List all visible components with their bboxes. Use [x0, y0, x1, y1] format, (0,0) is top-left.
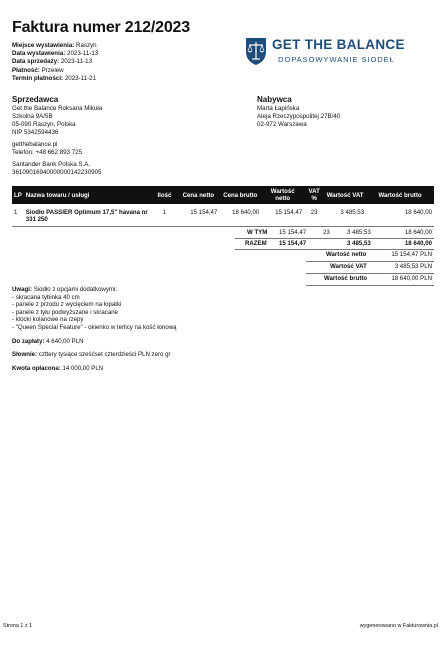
uwagi-item: - panele z tyłu podwyższane i skracane	[12, 308, 119, 316]
summary-gross-row	[12, 275, 434, 285]
summary-divider-1	[306, 261, 434, 262]
row-gross-price: 18 640,00	[232, 209, 260, 216]
row-net-price: 15 154,47	[190, 209, 218, 216]
row-lp: 1	[14, 209, 18, 216]
col-lp: LP	[12, 186, 24, 204]
razem-vat: 3 485,53	[347, 240, 371, 247]
summary-vat-row	[12, 263, 434, 273]
seller-block	[12, 105, 102, 177]
summary-net-label: Wartość netto	[326, 251, 367, 258]
meta-issue-date: Data wystawienia: 2023-11-13	[12, 50, 99, 58]
razem-label: RAZEM	[245, 240, 267, 247]
company-logo	[243, 36, 423, 70]
razem-divider	[235, 249, 434, 250]
meta-due-date: Termin płatności: 2023-11-21	[12, 74, 97, 82]
meta-payment: Płatność: Przelew	[12, 66, 64, 74]
summary-gross-value: 18 640,00 PLN	[391, 275, 432, 282]
seller-name: Get the Balance Roksana Mikuła	[12, 105, 103, 112]
row-name: Siodło PASSIER Optimum 17,5" havana nr 331 250	[25, 209, 148, 223]
seller-phone: Telefon: +48 662 893 725	[12, 149, 83, 156]
generated-by: wygenerowano w Fakturownia.pl	[359, 623, 438, 629]
logo-main-text: GET THE BALANCE	[272, 37, 405, 52]
seller-account: 36109016940000000142230905	[12, 169, 102, 176]
col-qty: Ilość	[151, 186, 177, 204]
row-net-value: 15 154,47	[275, 209, 303, 216]
row-qty: 1	[162, 209, 167, 216]
summary-divider-2	[306, 273, 434, 274]
table-row	[12, 204, 434, 227]
razem-gross: 18 640,00	[404, 240, 432, 247]
buyer-city: 02-972 Warszawa	[257, 121, 307, 128]
row-gross-value: 18 640,00	[404, 209, 432, 216]
wtym-label: W TYM	[247, 229, 268, 236]
summary-divider-3	[306, 285, 434, 286]
row-divider	[12, 226, 434, 227]
scales-icon	[243, 36, 269, 66]
meta-place: Miejsce wystawienia: Raszyn	[12, 42, 97, 49]
meta-sale-date: Data sprzedaży: 2023-11-13	[12, 58, 93, 66]
uwagi-line: Uwagi: Siodło z opcjami dodatkowymi:	[12, 286, 118, 293]
col-gross-price: Cena brutto	[219, 186, 261, 204]
uwagi-item: - panele z przodu z wycięciem na łopatki	[12, 301, 122, 309]
buyer-heading: Nabywca	[257, 95, 292, 104]
wtym-vat-pct: 23	[323, 229, 330, 236]
do-zaplaty-line: Do zapłaty: 4 640,00 PLN	[12, 337, 84, 345]
invoice-title: Faktura numer 212/2023	[12, 19, 190, 36]
seller-street: Szkolna 9A/5B	[12, 113, 53, 120]
row-vat-pct: 23	[310, 209, 318, 216]
kwota-oplacona-line: Kwota opłacona: 14 000,00 PLN	[12, 364, 104, 372]
wtym-vat: 3 485,53	[347, 229, 371, 236]
seller-website: getthebalance.pl	[12, 141, 58, 148]
seller-heading: Sprzedawca	[12, 95, 59, 104]
col-net-price: Cena netto	[177, 186, 219, 204]
buyer-name: Marta Łapińska	[257, 105, 300, 112]
table-header-row	[12, 186, 434, 204]
summary-net-value: 15 154,47 PLN	[391, 251, 432, 258]
uwagi-item: - klocki kolanowe na rzepy	[12, 316, 84, 324]
wtym-divider	[235, 238, 434, 239]
seller-bank: Santander Bank Polska S.A.	[12, 161, 91, 168]
wtym-net: 15 154,47	[279, 229, 307, 236]
summary-vat-value: 3 485,53 PLN	[394, 263, 432, 270]
buyer-block	[257, 105, 340, 129]
col-gross-value: Wartość brutto	[366, 186, 434, 204]
summary-gross-label: Wartość brutto	[324, 275, 368, 282]
buyer-street: Aleja Rzeczypospolitej 27B/40	[257, 113, 341, 120]
notes-block	[12, 286, 177, 372]
uwagi-item: - "Queen Special Feature" - okienko w terlicy na kość łonową	[12, 323, 177, 331]
invoice-meta	[12, 42, 98, 83]
row-vat-value: 3 485,53	[340, 209, 365, 216]
slownie-line: Słownie: czttery tysiące sześćset czterdzieści PLN zero gr	[12, 351, 171, 359]
summary-net-row	[12, 251, 434, 261]
summary-vat-label: Wartość VAT	[330, 263, 367, 270]
seller-nip: NIP 5342594436	[12, 129, 59, 136]
col-vat-value: Wartość VAT	[324, 186, 366, 204]
razem-net: 15 154,47	[279, 240, 307, 247]
col-name: Nazwa towaru / usługi	[24, 186, 152, 204]
seller-city: 05-090 Raszyn, Polska	[12, 121, 76, 128]
wtym-gross: 18 640,00	[404, 229, 432, 236]
col-net-value: Wartość netto	[261, 186, 304, 204]
logo-sub-text: DOPASOWYWANIE SIODEŁ	[278, 55, 395, 64]
uwagi-item: - skracana tybinka 40 cm	[12, 293, 80, 301]
items-table	[12, 186, 434, 227]
col-vat-pct: VAT %	[304, 186, 324, 204]
page-number: Strona 1 z 1	[3, 623, 33, 629]
